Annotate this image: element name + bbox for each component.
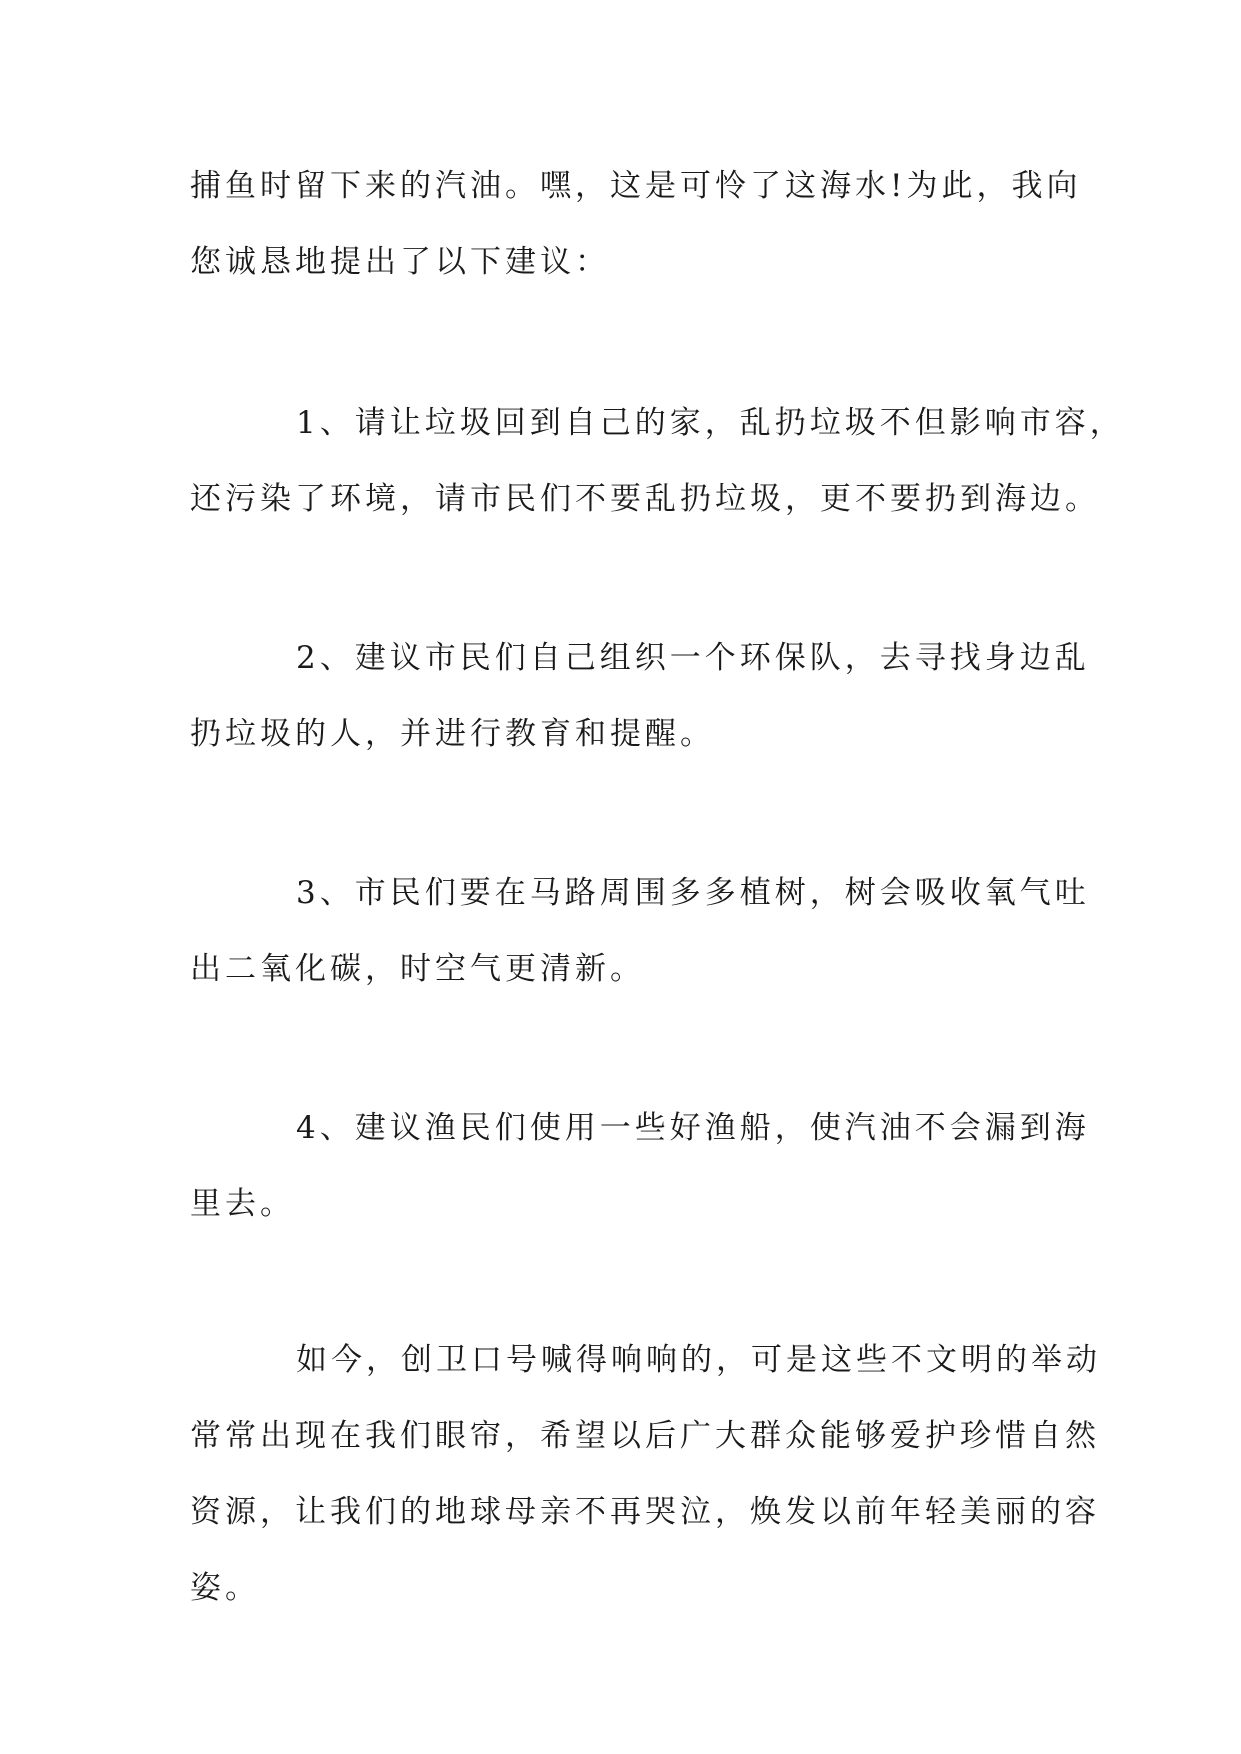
text-line: 姿。 bbox=[190, 1570, 260, 1606]
paragraph-suggestion-2 bbox=[190, 620, 1090, 772]
text-line: 里去。 bbox=[190, 1186, 295, 1222]
paragraph-intro-continued bbox=[190, 148, 1082, 300]
text-line: 3、市民们要在马路周围多多植树，树会吸收氧气吐 bbox=[296, 875, 1090, 911]
paragraph-suggestion-4 bbox=[190, 1090, 1090, 1242]
paragraph-suggestion-3 bbox=[190, 855, 1090, 1007]
text-line: 还污染了环境，请市民们不要乱扔垃圾，更不要扔到海边。 bbox=[190, 481, 1100, 517]
text-line: 4、建议渔民们使用一些好渔船，使汽油不会漏到海 bbox=[296, 1110, 1090, 1146]
text-line: 如今，创卫口号喊得响响的，可是这些不文明的举动 bbox=[296, 1342, 1101, 1378]
text-line: 1、请让垃圾回到自己的家，乱扔垃圾不但影响市容， bbox=[296, 405, 1125, 441]
text-line: 资源，让我们的地球母亲不再哭泣，焕发以前年轻美丽的容 bbox=[190, 1494, 1100, 1530]
paragraph-conclusion bbox=[190, 1322, 1101, 1626]
text-line: 常常出现在我们眼帘，希望以后广大群众能够爱护珍惜自然 bbox=[190, 1418, 1100, 1454]
paragraph-suggestion-1 bbox=[190, 385, 1125, 537]
text-line: 捕鱼时留下来的汽油。嘿，这是可怜了这海水!为此，我向 bbox=[190, 168, 1082, 204]
text-line: 2、建议市民们自己组织一个环保队，去寻找身边乱 bbox=[296, 640, 1090, 676]
text-line: 出二氧化碳，时空气更清新。 bbox=[190, 951, 645, 987]
text-line: 您诚恳地提出了以下建议： bbox=[190, 244, 610, 280]
text-line: 扔垃圾的人，并进行教育和提醒。 bbox=[190, 716, 715, 752]
